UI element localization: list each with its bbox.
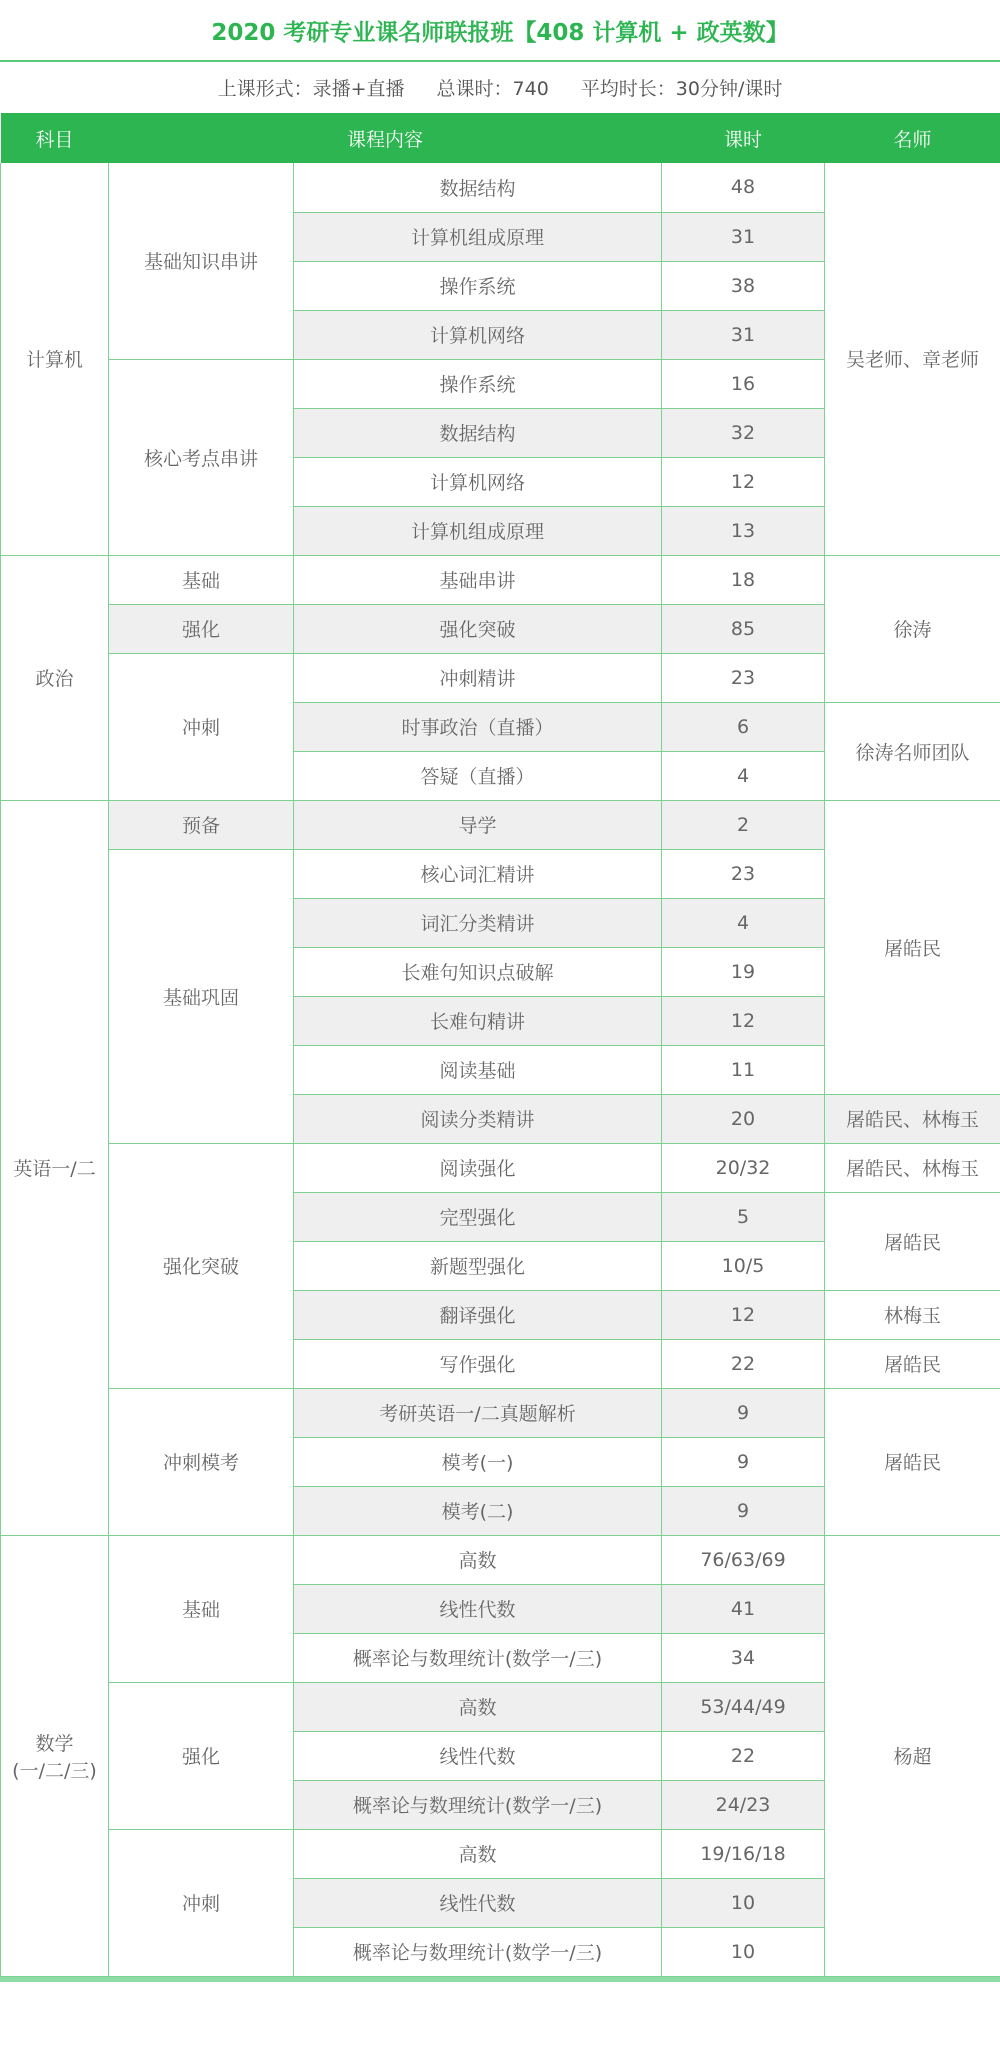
course-cell: 模考(二) [294,1486,662,1535]
course-cell: 长难句精讲 [294,996,662,1045]
course-cell: 新题型强化 [294,1241,662,1290]
hours-cell: 53/44/49 [662,1682,825,1731]
stage-cell: 冲刺 [109,1829,294,1976]
table-row [1,800,1000,849]
stage-cell: 基础巩固 [109,849,294,1143]
course-cell: 计算机组成原理 [294,506,662,555]
course-cell: 完型强化 [294,1192,662,1241]
header-hours: 课时 [662,113,825,163]
course-cell: 计算机网络 [294,457,662,506]
hours-cell: 48 [662,163,825,212]
course-cell: 阅读基础 [294,1045,662,1094]
hours-cell: 18 [662,555,825,604]
course-cell: 操作系统 [294,261,662,310]
hours-cell: 20 [662,1094,825,1143]
stage-cell: 强化突破 [109,1143,294,1388]
hours-cell: 31 [662,310,825,359]
subject-cell: 政治 [1,555,109,800]
table-row [1,163,1000,212]
table-header-row [1,113,1000,163]
course-cell: 阅读分类精讲 [294,1094,662,1143]
teacher-cell: 屠皓民 [825,1339,1000,1388]
subject-cell: 数学 (一/二/三) [1,1535,109,1976]
hours-cell: 4 [662,898,825,947]
course-cell: 操作系统 [294,359,662,408]
hours-cell: 9 [662,1437,825,1486]
hours-cell: 85 [662,604,825,653]
course-table [0,113,1000,1977]
hours-cell: 38 [662,261,825,310]
course-cell: 模考(一) [294,1437,662,1486]
hours-cell: 22 [662,1731,825,1780]
stage-cell: 冲刺模考 [109,1388,294,1535]
hours-cell: 9 [662,1388,825,1437]
course-cell: 写作强化 [294,1339,662,1388]
course-cell: 词汇分类精讲 [294,898,662,947]
course-cell: 时事政治（直播） [294,702,662,751]
course-cell: 计算机组成原理 [294,212,662,261]
header-teacher: 名师 [825,113,1000,163]
hours-cell: 4 [662,751,825,800]
course-cell: 线性代数 [294,1584,662,1633]
hours-cell: 10 [662,1927,825,1976]
course-cell: 长难句知识点破解 [294,947,662,996]
table-row [1,1388,1000,1437]
teacher-cell: 屠皓民、林梅玉 [825,1143,1000,1192]
hours-cell: 32 [662,408,825,457]
hours-cell: 10/5 [662,1241,825,1290]
teacher-cell: 屠皓民、林梅玉 [825,1094,1000,1143]
hours-cell: 34 [662,1633,825,1682]
hours-cell: 23 [662,849,825,898]
course-cell: 导学 [294,800,662,849]
hours-cell: 23 [662,653,825,702]
meta-form: 上课形式：录播+直播 [217,78,405,100]
course-cell: 概率论与数理统计(数学一/三) [294,1927,662,1976]
hours-cell: 10 [662,1878,825,1927]
stage-cell: 基础 [109,1535,294,1682]
hours-cell: 19 [662,947,825,996]
course-cell: 强化突破 [294,604,662,653]
header-subject: 科目 [1,113,109,163]
hours-cell: 31 [662,212,825,261]
stage-cell: 强化 [109,1682,294,1829]
table-row [1,1535,1000,1584]
hours-cell: 12 [662,996,825,1045]
meta-average-duration: 平均时长：30分钟/课时 [580,78,783,100]
course-cell: 高数 [294,1535,662,1584]
bottom-divider [0,1977,1000,1982]
hours-cell: 76/63/69 [662,1535,825,1584]
teacher-cell: 杨超 [825,1535,1000,1976]
hours-cell: 41 [662,1584,825,1633]
course-cell: 计算机网络 [294,310,662,359]
teacher-cell: 屠皓民 [825,1388,1000,1535]
hours-cell: 20/32 [662,1143,825,1192]
teacher-cell: 徐涛 [825,555,1000,702]
hours-cell: 22 [662,1339,825,1388]
hours-cell: 6 [662,702,825,751]
stage-cell: 预备 [109,800,294,849]
course-meta [0,62,1000,113]
stage-cell: 基础 [109,555,294,604]
course-cell: 线性代数 [294,1878,662,1927]
stage-cell: 冲刺 [109,653,294,800]
course-cell: 概率论与数理统计(数学一/三) [294,1780,662,1829]
page-title: 2020 考研专业课名师联报班【408 计算机 + 政英数】 [0,0,1000,62]
hours-cell: 13 [662,506,825,555]
stage-cell: 基础知识串讲 [109,163,294,359]
meta-total-hours: 总课时：740 [436,78,549,100]
table-row [1,555,1000,604]
hours-cell: 9 [662,1486,825,1535]
teacher-cell: 林梅玉 [825,1290,1000,1339]
hours-cell: 5 [662,1192,825,1241]
hours-cell: 24/23 [662,1780,825,1829]
course-cell: 高数 [294,1682,662,1731]
hours-cell: 11 [662,1045,825,1094]
teacher-cell: 屠皓民 [825,800,1000,1094]
teacher-cell: 徐涛名师团队 [825,702,1000,800]
course-cell: 线性代数 [294,1731,662,1780]
stage-cell: 强化 [109,604,294,653]
subject-cell: 英语一/二 [1,800,109,1535]
course-cell: 核心词汇精讲 [294,849,662,898]
stage-cell: 核心考点串讲 [109,359,294,555]
hours-cell: 12 [662,457,825,506]
course-cell: 数据结构 [294,408,662,457]
course-cell: 冲刺精讲 [294,653,662,702]
hours-cell: 19/16/18 [662,1829,825,1878]
course-cell: 答疑（直播） [294,751,662,800]
course-cell: 高数 [294,1829,662,1878]
teacher-cell: 屠皓民 [825,1192,1000,1290]
hours-cell: 12 [662,1290,825,1339]
course-cell: 阅读强化 [294,1143,662,1192]
hours-cell: 2 [662,800,825,849]
course-cell: 基础串讲 [294,555,662,604]
table-row [1,1143,1000,1192]
subject-cell: 计算机 [1,163,109,555]
course-cell: 概率论与数理统计(数学一/三) [294,1633,662,1682]
course-cell: 考研英语一/二真题解析 [294,1388,662,1437]
header-course: 课程内容 [109,113,662,163]
course-cell: 翻译强化 [294,1290,662,1339]
hours-cell: 16 [662,359,825,408]
course-cell: 数据结构 [294,163,662,212]
teacher-cell: 吴老师、章老师 [825,163,1000,555]
